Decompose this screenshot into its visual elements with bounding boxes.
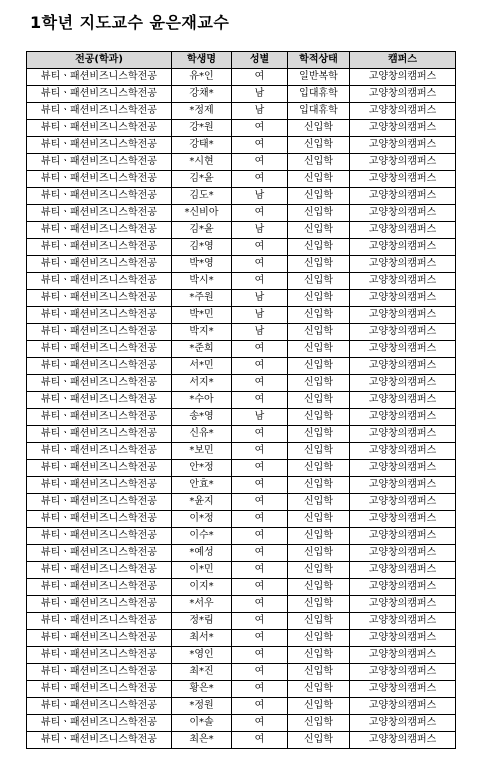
cell-major: 뷰티ㆍ패션비즈니스학전공 [27, 647, 172, 664]
cell-major: 뷰티ㆍ패션비즈니스학전공 [27, 86, 172, 103]
cell-major: 뷰티ㆍ패션비즈니스학전공 [27, 290, 172, 307]
cell-gender: 남 [232, 103, 288, 120]
cell-campus: 고양창의캠퍼스 [350, 596, 456, 613]
cell-campus: 고양창의캠퍼스 [350, 256, 456, 273]
cell-gender: 여 [232, 205, 288, 222]
cell-status: 신입학 [288, 324, 350, 341]
cell-status: 신입학 [288, 171, 350, 188]
cell-campus: 고양창의캠퍼스 [350, 120, 456, 137]
cell-gender: 여 [232, 562, 288, 579]
table-row [27, 171, 456, 188]
page-title: 1학년 지도교수 윤은재교수 [30, 13, 230, 32]
cell-major: 뷰티ㆍ패션비즈니스학전공 [27, 256, 172, 273]
table-row [27, 630, 456, 647]
cell-campus: 고양창의캠퍼스 [350, 103, 456, 120]
cell-status: 신입학 [288, 460, 350, 477]
cell-major: 뷰티ㆍ패션비즈니스학전공 [27, 596, 172, 613]
cell-gender: 여 [232, 732, 288, 749]
cell-campus: 고양창의캠퍼스 [350, 443, 456, 460]
cell-major: 뷰티ㆍ패션비즈니스학전공 [27, 562, 172, 579]
cell-campus: 고양창의캠퍼스 [350, 579, 456, 596]
table-row [27, 545, 456, 562]
cell-student-name: 김*윤 [172, 171, 232, 188]
cell-campus: 고양창의캠퍼스 [350, 477, 456, 494]
cell-campus: 고양창의캠퍼스 [350, 392, 456, 409]
cell-student-name: *영인 [172, 647, 232, 664]
cell-gender: 여 [232, 596, 288, 613]
cell-campus: 고양창의캠퍼스 [350, 86, 456, 103]
cell-campus: 고양창의캠퍼스 [350, 681, 456, 698]
cell-campus: 고양창의캠퍼스 [350, 494, 456, 511]
cell-student-name: 서지* [172, 375, 232, 392]
column-header-status: 학적상태 [288, 52, 350, 69]
cell-campus: 고양창의캠퍼스 [350, 409, 456, 426]
cell-major: 뷰티ㆍ패션비즈니스학전공 [27, 664, 172, 681]
cell-status: 신입학 [288, 375, 350, 392]
cell-gender: 여 [232, 613, 288, 630]
column-header-campus: 캠퍼스 [350, 52, 456, 69]
cell-status: 신입학 [288, 222, 350, 239]
cell-status: 신입학 [288, 290, 350, 307]
cell-student-name: 박지* [172, 324, 232, 341]
cell-status: 신입학 [288, 732, 350, 749]
cell-student-name: 최서* [172, 630, 232, 647]
cell-student-name: 정*림 [172, 613, 232, 630]
table-row [27, 307, 456, 324]
cell-major: 뷰티ㆍ패션비즈니스학전공 [27, 494, 172, 511]
cell-major: 뷰티ㆍ패션비즈니스학전공 [27, 630, 172, 647]
cell-major: 뷰티ㆍ패션비즈니스학전공 [27, 307, 172, 324]
cell-major: 뷰티ㆍ패션비즈니스학전공 [27, 137, 172, 154]
cell-gender: 여 [232, 392, 288, 409]
cell-campus: 고양창의캠퍼스 [350, 273, 456, 290]
table-row [27, 426, 456, 443]
cell-gender: 여 [232, 358, 288, 375]
cell-gender: 남 [232, 222, 288, 239]
cell-major: 뷰티ㆍ패션비즈니스학전공 [27, 477, 172, 494]
cell-major: 뷰티ㆍ패션비즈니스학전공 [27, 154, 172, 171]
cell-major: 뷰티ㆍ패션비즈니스학전공 [27, 681, 172, 698]
table-row [27, 188, 456, 205]
cell-status: 신입학 [288, 494, 350, 511]
cell-student-name: 이수* [172, 528, 232, 545]
cell-status: 신입학 [288, 613, 350, 630]
cell-campus: 고양창의캠퍼스 [350, 562, 456, 579]
cell-status: 신입학 [288, 562, 350, 579]
cell-student-name: *수아 [172, 392, 232, 409]
table-row [27, 460, 456, 477]
cell-gender: 여 [232, 341, 288, 358]
cell-major: 뷰티ㆍ패션비즈니스학전공 [27, 528, 172, 545]
cell-student-name: 이*정 [172, 511, 232, 528]
cell-student-name: 이*솔 [172, 715, 232, 732]
cell-gender: 여 [232, 511, 288, 528]
table-row [27, 154, 456, 171]
cell-campus: 고양창의캠퍼스 [350, 307, 456, 324]
cell-major: 뷰티ㆍ패션비즈니스학전공 [27, 324, 172, 341]
cell-major: 뷰티ㆍ패션비즈니스학전공 [27, 426, 172, 443]
cell-student-name: 안효* [172, 477, 232, 494]
cell-major: 뷰티ㆍ패션비즈니스학전공 [27, 409, 172, 426]
cell-campus: 고양창의캠퍼스 [350, 222, 456, 239]
table-row [27, 596, 456, 613]
cell-major: 뷰티ㆍ패션비즈니스학전공 [27, 171, 172, 188]
cell-student-name: 박*민 [172, 307, 232, 324]
cell-major: 뷰티ㆍ패션비즈니스학전공 [27, 511, 172, 528]
table-row [27, 732, 456, 749]
cell-campus: 고양창의캠퍼스 [350, 511, 456, 528]
cell-campus: 고양창의캠퍼스 [350, 69, 456, 86]
cell-major: 뷰티ㆍ패션비즈니스학전공 [27, 375, 172, 392]
cell-student-name: 강태* [172, 137, 232, 154]
cell-status: 신입학 [288, 341, 350, 358]
cell-campus: 고양창의캠퍼스 [350, 375, 456, 392]
table-row [27, 205, 456, 222]
cell-campus: 고양창의캠퍼스 [350, 545, 456, 562]
cell-status: 신입학 [288, 477, 350, 494]
cell-student-name: 김*영 [172, 239, 232, 256]
cell-gender: 남 [232, 307, 288, 324]
cell-gender: 여 [232, 681, 288, 698]
cell-status: 신입학 [288, 630, 350, 647]
cell-student-name: *정원 [172, 698, 232, 715]
cell-status: 신입학 [288, 239, 350, 256]
table-row [27, 137, 456, 154]
cell-gender: 여 [232, 460, 288, 477]
table-row [27, 698, 456, 715]
cell-student-name: 신유* [172, 426, 232, 443]
cell-campus: 고양창의캠퍼스 [350, 698, 456, 715]
cell-status: 신입학 [288, 426, 350, 443]
table-body [27, 69, 456, 749]
cell-student-name: *예성 [172, 545, 232, 562]
cell-student-name: 이*민 [172, 562, 232, 579]
cell-gender: 남 [232, 188, 288, 205]
table-row [27, 664, 456, 681]
cell-campus: 고양창의캠퍼스 [350, 137, 456, 154]
cell-gender: 여 [232, 443, 288, 460]
cell-status: 신입학 [288, 188, 350, 205]
cell-status: 신입학 [288, 715, 350, 732]
table-row [27, 494, 456, 511]
cell-campus: 고양창의캠퍼스 [350, 613, 456, 630]
cell-status: 신입학 [288, 358, 350, 375]
cell-student-name: *신비아 [172, 205, 232, 222]
cell-student-name: 서*민 [172, 358, 232, 375]
cell-gender: 남 [232, 86, 288, 103]
cell-student-name: 김*윤 [172, 222, 232, 239]
cell-gender: 여 [232, 171, 288, 188]
cell-campus: 고양창의캠퍼스 [350, 239, 456, 256]
cell-status: 입대휴학 [288, 86, 350, 103]
cell-status: 신입학 [288, 681, 350, 698]
table-row [27, 358, 456, 375]
cell-status: 신입학 [288, 120, 350, 137]
cell-gender: 여 [232, 579, 288, 596]
cell-student-name: *주원 [172, 290, 232, 307]
cell-student-name: 송*영 [172, 409, 232, 426]
cell-campus: 고양창의캠퍼스 [350, 358, 456, 375]
cell-major: 뷰티ㆍ패션비즈니스학전공 [27, 205, 172, 222]
cell-status: 신입학 [288, 664, 350, 681]
cell-major: 뷰티ㆍ패션비즈니스학전공 [27, 579, 172, 596]
cell-campus: 고양창의캠퍼스 [350, 154, 456, 171]
student-table [26, 51, 456, 749]
cell-major: 뷰티ㆍ패션비즈니스학전공 [27, 545, 172, 562]
cell-gender: 여 [232, 698, 288, 715]
cell-campus: 고양창의캠퍼스 [350, 324, 456, 341]
cell-student-name: 황은* [172, 681, 232, 698]
cell-student-name: 박시* [172, 273, 232, 290]
cell-student-name: 강*원 [172, 120, 232, 137]
cell-major: 뷰티ㆍ패션비즈니스학전공 [27, 69, 172, 86]
table-row [27, 86, 456, 103]
cell-major: 뷰티ㆍ패션비즈니스학전공 [27, 732, 172, 749]
cell-major: 뷰티ㆍ패션비즈니스학전공 [27, 443, 172, 460]
cell-campus: 고양창의캠퍼스 [350, 171, 456, 188]
cell-student-name: *정제 [172, 103, 232, 120]
cell-gender: 여 [232, 273, 288, 290]
cell-major: 뷰티ㆍ패션비즈니스학전공 [27, 613, 172, 630]
cell-status: 신입학 [288, 205, 350, 222]
cell-major: 뷰티ㆍ패션비즈니스학전공 [27, 460, 172, 477]
cell-student-name: 이지* [172, 579, 232, 596]
cell-gender: 여 [232, 120, 288, 137]
cell-major: 뷰티ㆍ패션비즈니스학전공 [27, 698, 172, 715]
table-header-row [27, 52, 456, 69]
cell-status: 신입학 [288, 409, 350, 426]
cell-status: 일반복학 [288, 69, 350, 86]
table-row [27, 647, 456, 664]
cell-campus: 고양창의캠퍼스 [350, 188, 456, 205]
table-row [27, 256, 456, 273]
cell-major: 뷰티ㆍ패션비즈니스학전공 [27, 715, 172, 732]
cell-gender: 여 [232, 154, 288, 171]
table-row [27, 681, 456, 698]
table-row [27, 103, 456, 120]
cell-student-name: 안*정 [172, 460, 232, 477]
cell-student-name: 유*인 [172, 69, 232, 86]
cell-gender: 여 [232, 477, 288, 494]
table-row [27, 69, 456, 86]
cell-gender: 남 [232, 290, 288, 307]
table-row [27, 511, 456, 528]
cell-status: 입대휴학 [288, 103, 350, 120]
cell-campus: 고양창의캠퍼스 [350, 205, 456, 222]
cell-major: 뷰티ㆍ패션비즈니스학전공 [27, 188, 172, 205]
cell-major: 뷰티ㆍ패션비즈니스학전공 [27, 273, 172, 290]
cell-status: 신입학 [288, 392, 350, 409]
cell-gender: 여 [232, 239, 288, 256]
cell-gender: 여 [232, 647, 288, 664]
cell-major: 뷰티ㆍ패션비즈니스학전공 [27, 392, 172, 409]
cell-status: 신입학 [288, 545, 350, 562]
cell-student-name: *서우 [172, 596, 232, 613]
table-row [27, 477, 456, 494]
cell-major: 뷰티ㆍ패션비즈니스학전공 [27, 120, 172, 137]
table-row [27, 409, 456, 426]
cell-student-name: 김도* [172, 188, 232, 205]
cell-gender: 남 [232, 409, 288, 426]
cell-major: 뷰티ㆍ패션비즈니스학전공 [27, 239, 172, 256]
cell-status: 신입학 [288, 528, 350, 545]
cell-campus: 고양창의캠퍼스 [350, 647, 456, 664]
cell-status: 신입학 [288, 256, 350, 273]
cell-student-name: 최*진 [172, 664, 232, 681]
cell-gender: 여 [232, 375, 288, 392]
cell-status: 신입학 [288, 579, 350, 596]
table-row [27, 239, 456, 256]
cell-student-name: 강채* [172, 86, 232, 103]
table-row [27, 290, 456, 307]
cell-major: 뷰티ㆍ패션비즈니스학전공 [27, 103, 172, 120]
cell-gender: 여 [232, 426, 288, 443]
cell-status: 신입학 [288, 698, 350, 715]
cell-campus: 고양창의캠퍼스 [350, 715, 456, 732]
cell-campus: 고양창의캠퍼스 [350, 732, 456, 749]
cell-major: 뷰티ㆍ패션비즈니스학전공 [27, 358, 172, 375]
cell-gender: 여 [232, 528, 288, 545]
cell-gender: 남 [232, 324, 288, 341]
cell-status: 신입학 [288, 154, 350, 171]
table-row [27, 222, 456, 239]
cell-student-name: *시현 [172, 154, 232, 171]
column-header-student-name: 학생명 [172, 52, 232, 69]
cell-gender: 여 [232, 69, 288, 86]
cell-status: 신입학 [288, 511, 350, 528]
cell-campus: 고양창의캠퍼스 [350, 664, 456, 681]
cell-gender: 여 [232, 664, 288, 681]
table-row [27, 375, 456, 392]
cell-gender: 여 [232, 137, 288, 154]
cell-gender: 여 [232, 715, 288, 732]
table-row [27, 392, 456, 409]
cell-campus: 고양창의캠퍼스 [350, 426, 456, 443]
cell-major: 뷰티ㆍ패션비즈니스학전공 [27, 222, 172, 239]
table-row [27, 562, 456, 579]
table-row [27, 715, 456, 732]
cell-campus: 고양창의캠퍼스 [350, 460, 456, 477]
table-row [27, 341, 456, 358]
table-row [27, 120, 456, 137]
table-row [27, 528, 456, 545]
cell-student-name: 최은* [172, 732, 232, 749]
cell-campus: 고양창의캠퍼스 [350, 341, 456, 358]
table-row [27, 324, 456, 341]
cell-status: 신입학 [288, 443, 350, 460]
table-row [27, 613, 456, 630]
table-row [27, 443, 456, 460]
cell-status: 신입학 [288, 273, 350, 290]
column-header-gender: 성별 [232, 52, 288, 69]
cell-campus: 고양창의캠퍼스 [350, 528, 456, 545]
cell-status: 신입학 [288, 137, 350, 154]
cell-campus: 고양창의캠퍼스 [350, 290, 456, 307]
cell-student-name: 박*영 [172, 256, 232, 273]
cell-major: 뷰티ㆍ패션비즈니스학전공 [27, 341, 172, 358]
cell-status: 신입학 [288, 307, 350, 324]
table-row [27, 273, 456, 290]
cell-gender: 여 [232, 256, 288, 273]
cell-gender: 여 [232, 494, 288, 511]
cell-gender: 여 [232, 545, 288, 562]
cell-student-name: *준희 [172, 341, 232, 358]
column-header-major: 전공(학과) [27, 52, 172, 69]
table-row [27, 579, 456, 596]
cell-student-name: *보민 [172, 443, 232, 460]
cell-gender: 여 [232, 630, 288, 647]
cell-status: 신입학 [288, 596, 350, 613]
cell-student-name: *윤지 [172, 494, 232, 511]
cell-campus: 고양창의캠퍼스 [350, 630, 456, 647]
cell-status: 신입학 [288, 647, 350, 664]
